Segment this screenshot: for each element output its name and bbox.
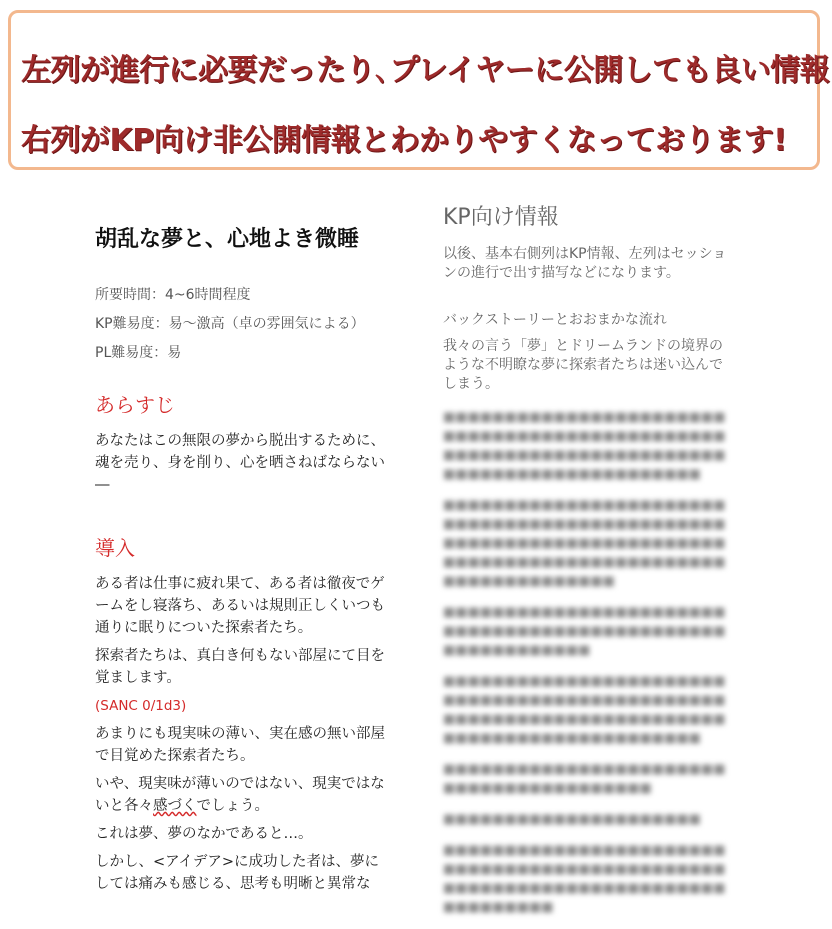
meta-pl-difficulty: PL難易度：易 (95, 345, 182, 361)
right-column (443, 200, 733, 929)
intro-p4-text-c: でしょう。 (196, 798, 269, 814)
kp-info-intro: 以後、基本右側列はKP情報、左列はセッションの進行で出す描写などになります。 (443, 246, 727, 281)
blurred-paragraph: ■■■■■■■■■■■■■■■■■■■■■■■■■■■■■■■■■■■■■■■■■■■■■■■■■■■■■■■■■■ (443, 605, 726, 658)
banner-line-2: 右列がKP向け非公開情報とわかりやすくなっております! (21, 123, 787, 158)
intro-paragraph-3: あまりにも現実味の薄い、実在感の無い部屋で目覚めた探索者たち。 (95, 726, 385, 764)
meta-kp-difficulty: KP難易度：易～激高（卓の雰囲気による） (95, 316, 365, 332)
intro-paragraph-1: ある者は仕事に疲れ果て、ある者は徹夜でゲームをし寝落ち、あるいは規則正しくいつも通りに眠りについた探索者たち。 (95, 576, 385, 636)
backstory-heading: バックストーリーとおおまかな流れ (443, 312, 667, 328)
blurred-paragraph: ■■■■■■■■■■■■■■■■■■■■■■■■■■■■■■■■■■■■■■■■■■■■■■■■■■■■■■■■■■■■■■■■■■■■■■■■■■■■■■■■■■■■■■■■■■ (443, 410, 726, 482)
intro-paragraph-5: これは夢、夢のなかであると…。 (95, 826, 313, 842)
spellcheck-word: 感づく (153, 798, 197, 814)
intro-paragraph-2: 探索者たちは、真白き何もない部屋にて目を覚まします。 (95, 648, 385, 686)
banner-line-1: 左列が進行に必要だったり､プレイヤーに公開しても良い情報 (21, 53, 830, 88)
annotation-banner (8, 10, 830, 170)
blurred-paragraph: ■■■■■■■■■■■■■■■■■■■■■ (443, 812, 701, 827)
scenario-title: 胡乱な夢と、心地よき微睡 (95, 227, 360, 252)
intro-paragraph-6: しかし、<アイデア>に成功した者は、夢にしては痛みも感じる、思考も明晰と異常な (95, 854, 379, 892)
intro-paragraph-4 (95, 773, 390, 817)
blurred-paragraph: ■■■■■■■■■■■■■■■■■■■■■■■■■■■■■■■■■■■■■■■■ (443, 762, 726, 796)
meta-duration: 所要時間：4~6時間程度 (95, 287, 251, 303)
intro-heading: 導入 (95, 536, 135, 560)
synopsis-text: あなたはこの無限の夢から脱出するために、魂を売り、身を削り、心を晒さねばならない― (95, 433, 385, 493)
backstory-text: 我々の言う「夢」とドリームランドの境界のような不明瞭な夢に探索者たちは迷い込んでしまう。 (443, 338, 723, 392)
blurred-paragraph: ■■■■■■■■■■■■■■■■■■■■■■■■■■■■■■■■■■■■■■■■■■■■■■■■■■■■■■■■■■■■■■■■■■■■■■■■■■■■■■ (443, 843, 726, 915)
blurred-paragraph: ■■■■■■■■■■■■■■■■■■■■■■■■■■■■■■■■■■■■■■■■■■■■■■■■■■■■■■■■■■■■■■■■■■■■■■■■■■■■■■■■■■■■■■■■■■■■■■■■■■■■■■■■■■ (443, 498, 726, 589)
blurred-paragraph: ■■■■■■■■■■■■■■■■■■■■■■■■■■■■■■■■■■■■■■■■■■■■■■■■■■■■■■■■■■■■■■■■■■■■■■■■■■■■■■■■■■■■■■■■■■ (443, 674, 726, 746)
left-column (95, 200, 390, 901)
intro-p4-text-a: いや、現実味が薄いのではない、現実ではないと各々 (95, 776, 385, 814)
san-check: (SANC 0/1d3) (95, 698, 187, 714)
synopsis-heading: あらすじ (95, 393, 175, 417)
kp-info-title: KP向け情報 (443, 205, 559, 230)
